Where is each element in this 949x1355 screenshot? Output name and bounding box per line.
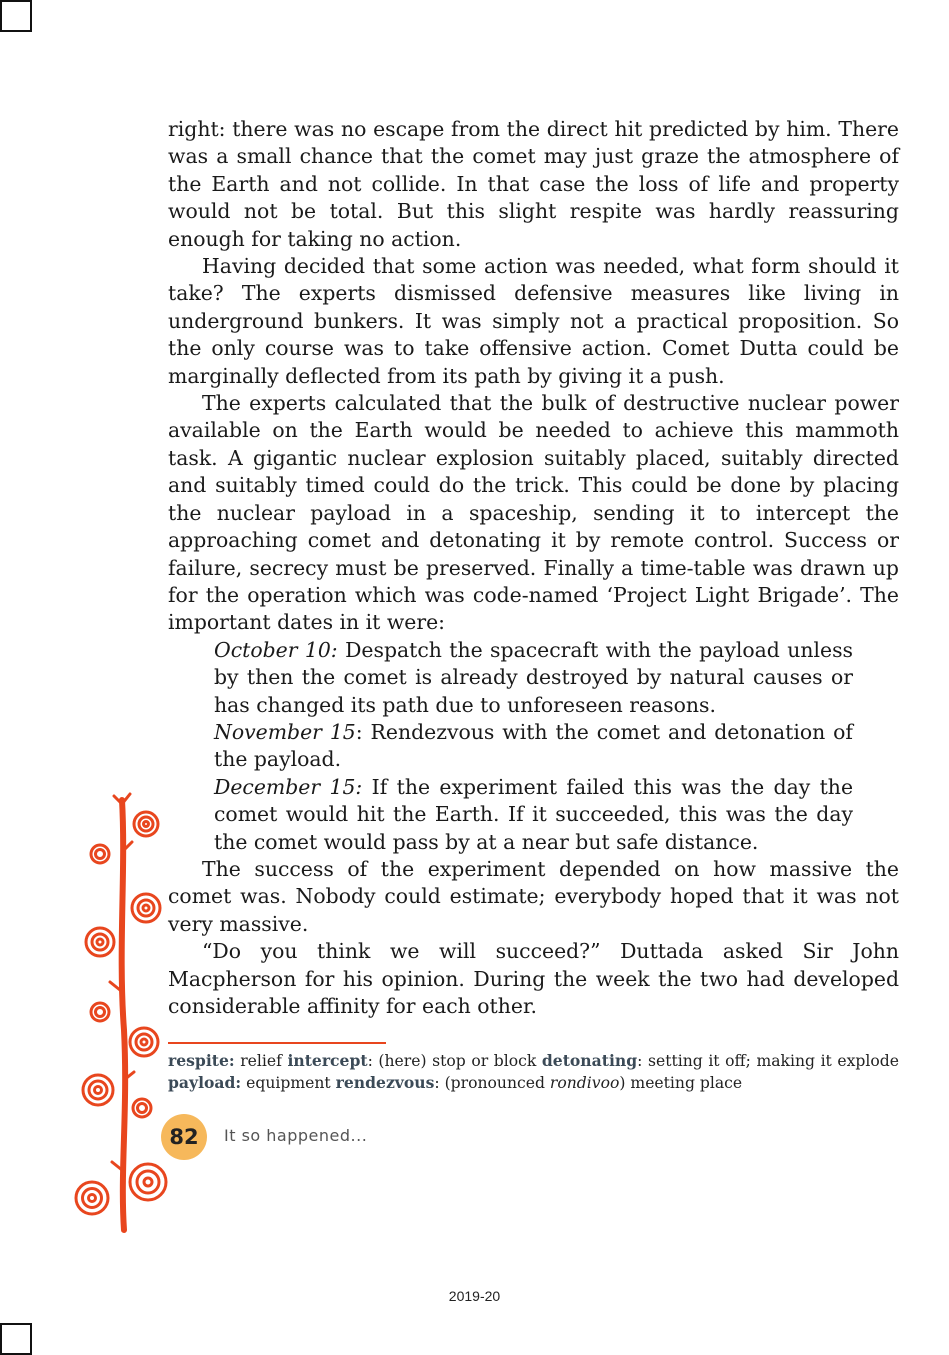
glossary bbox=[168, 1050, 899, 1094]
glossary-term: rendezvous bbox=[335, 1073, 435, 1092]
date-label: October 10: bbox=[214, 637, 338, 662]
date-text: If the experiment failed this was the day the comet would hit the Earth. If it succeeded, this was the day the comet would pass by at a near but safe distance. bbox=[214, 774, 854, 854]
glossary-meaning: : setting it off; making it explode bbox=[637, 1052, 899, 1070]
crop-mark-bottom-left bbox=[0, 1323, 32, 1355]
paragraph-4: The success of the experiment depended on how massive the comet was. Nobody could estimate; everybody hoped that it was not very massive. bbox=[168, 856, 899, 936]
date-label: November 15 bbox=[214, 719, 356, 744]
glossary-meaning: : (pronounced bbox=[434, 1074, 550, 1092]
date-entry bbox=[214, 774, 853, 856]
paragraph-2: Having decided that some action was needed, what form should it take? The experts dismissed defensive measures like living in underground bunkers. It was simply not a practical proposition. So the only course was to take offensive action. Comet Dutta could be marginally deflected from its path by giving it a push. bbox=[168, 254, 899, 388]
pronunciation: rondivoo bbox=[549, 1074, 620, 1092]
paragraph-5: “Do you think we will succeed?” Duttada asked Sir John Macpherson for his opinion. During the week the two had developed considerable affinity for each other. bbox=[168, 939, 899, 1018]
footnote-divider bbox=[168, 1042, 386, 1044]
glossary-term: intercept bbox=[287, 1051, 368, 1070]
glossary-term: detonating bbox=[541, 1051, 638, 1070]
date-label: December 15: bbox=[214, 774, 363, 799]
spiral-vine-decoration bbox=[70, 790, 180, 1240]
glossary-meaning: equipment bbox=[241, 1074, 336, 1092]
date-text: Despatch the spacecraft with the payload unless by then the comet is already destroyed by natural causes or has changed its path due to unforeseen reasons. bbox=[214, 637, 853, 717]
edition-year: 2019-20 bbox=[448, 1288, 501, 1304]
date-text: Rendezvous with the comet and detonation of the payload. bbox=[214, 719, 853, 772]
paragraph-1: right: there was no escape from the direct hit predicted by him. There was a small chance that the comet may just graze the atmosphere of the Earth and not collide. In that case the loss of life and property would not be total. But this slight respite was hardly reassuring enough for taking no action. bbox=[168, 117, 899, 251]
page-number: 82 bbox=[161, 1114, 207, 1160]
important-dates bbox=[214, 637, 853, 856]
crop-mark-top-left bbox=[0, 0, 32, 32]
paragraph-3: The experts calculated that the bulk of destructive nuclear power available on the Earth would be needed to achieve this mammoth task. A gigantic nuclear explosion suitably placed, suitably directed and suitably timed could do the trick. This could be done by placing the nuclear payload in a spaceship, sending it to intercept the approaching comet and detonating it by remote control. Success or failure, secrecy must be preserved. Finally a time-table was drawn up for the operation which was code-named ‘Project Light Brigade’. The important dates in it were: bbox=[168, 391, 899, 635]
glossary-meaning: : (here) stop or block bbox=[367, 1052, 542, 1070]
glossary-meaning: relief bbox=[234, 1052, 288, 1070]
date-entry bbox=[214, 637, 853, 719]
book-title: It so happened... bbox=[224, 1126, 368, 1145]
body-text bbox=[168, 116, 899, 1020]
glossary-term: payload: bbox=[168, 1073, 242, 1092]
glossary-term: respite: bbox=[168, 1051, 235, 1070]
glossary-meaning: ) meeting place bbox=[619, 1074, 743, 1092]
date-entry: November 15: Rendezvous with the comet and detonation of the payload. bbox=[214, 719, 853, 772]
